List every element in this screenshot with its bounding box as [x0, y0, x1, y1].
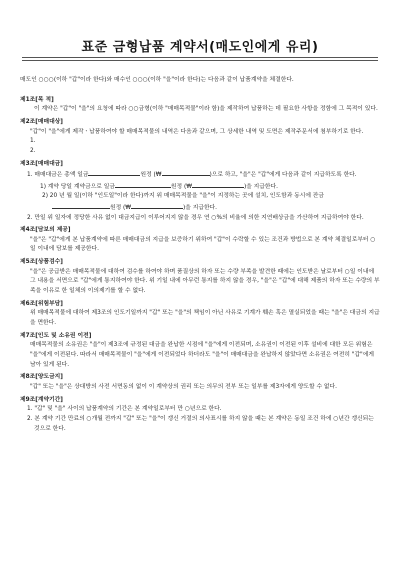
article-9-item-2: 2. 본 계약 기간 만료의 ○개월 전까지 "갑" 또는 "을"이 갱신 거절의 의사표시를 하지 않을 때는 본 계약은 동일 조건 하에 ○년간 갱신되는 것으로 한다.	[27, 415, 374, 432]
article-3-subitem-2-text-b: 원정 (₩	[110, 204, 132, 211]
article-2-item-1: 1.	[30, 138, 36, 145]
balance-amount-blank[interactable]	[52, 202, 110, 209]
article-3-item-1	[20, 169, 380, 181]
article-1-heading: 제1조[목 적]	[20, 96, 54, 103]
article-9-heading: 제9조[계약기간]	[20, 396, 63, 403]
article-7-heading: 제7조[인도 및 소유권 이전]	[20, 332, 92, 339]
article-2-heading: 제2조[매매대상]	[20, 118, 63, 125]
article-3-heading: 제3조[매매대금]	[20, 160, 63, 167]
article-6-heading: 제6조[위험부담]	[20, 300, 63, 307]
balance-won-blank[interactable]	[131, 202, 183, 209]
article-3-subitem-2	[20, 192, 380, 213]
article-3-subitem-1	[20, 181, 380, 193]
article-3-subitem-1-text-b: 원정 (₩	[170, 183, 192, 190]
article-5-body: "을"은 공급받은 매매목적물에 대하여 검수를 하여야 하며 품질상의 하자 또는 수량 부족을 발견한 때에는 인도받은 날로부터 ○일 이내에 그 내용을 서면으로 "갑"에게 통지하여야 한다. 위 기일 내에 아무런 통지를 하지 않을 경우, "을"은 "갑"에 대해 제품의 하자 또는 수량의 부족을 이유로 한 일체의 이의제기를 할 수 없다.	[30, 268, 380, 295]
article-8-body: "갑" 또는 "을"은 상대방의 사전 서면동의 없이 이 계약상의 권리 또는 의무의 전부 또는 일부를 제3자에게 양도할 수 없다.	[30, 383, 337, 390]
article-3-item-2: 2. 만일 위 일자에 정당한 사유 없이 대금지급이 이루어지지 않을 경우 연 ○%의 비율에 의한 지연배상금을 가산하여 지급하여야 한다.	[27, 214, 364, 221]
deposit-won-blank[interactable]	[192, 181, 244, 188]
article-3-item-1-text-a: 1. 매매대금은 총액 일금	[27, 172, 89, 179]
article-3-item-1-text-b: 원정 (₩	[140, 172, 162, 179]
deposit-amount-blank[interactable]	[115, 181, 171, 188]
article-7-body: 매매목적물의 소유권은 "을"이 제3조에 규정된 대금을 완납한 시점에 "을"에게 이전되며, 소유권이 이전된 이후 설비에 대한 모든 위험은 "을"에게 이전된다. 따라서 매매목적물이 "을"에게 이전되었다 하더라도 "을"이 매매대금을 완납하지 않았다면 소유권은 여전히 "갑"에게 남아 있게 된다.	[30, 342, 374, 368]
article-3-subitem-2-text-c: )을 지급한다.	[183, 204, 217, 211]
intro-paragraph: 매도인 ○○○(이하 "갑"이라 한다)와 매수인 ○○○(이하 "을"이라 한다)는 다음과 같이 납품계약을 체결한다.	[20, 77, 294, 83]
article-6-body: 위 매매목적물에 대하여 제3조의 인도기일까지 "갑" 또는 "을"의 책임이 아닌 사유로 기계가 훼손 혹은 멸실되었을 때는 "을"은 대금의 지급을 면한다.	[30, 310, 380, 326]
amount-total-blank[interactable]	[88, 169, 140, 176]
article-8-heading: 제8조[양도금지]	[20, 374, 63, 381]
article-3-item-1-text-c: )으로 하고, "을"은 "갑"에게 다음과 같이 지급하도록 한다.	[209, 172, 357, 179]
article-5-heading: 제5조[상품검수]	[20, 259, 63, 266]
article-3-subitem-2-text-a: 2) 20 년 월 일(이하 "인도일"이라 한다)까지 위 매매목적물을 "을"이 지정하는 곳에 설치, 인도함과 동시에 잔금	[42, 193, 324, 200]
title-rule-bottom	[22, 60, 378, 61]
article-2-item-2: 2.	[30, 147, 36, 154]
article-4-body: "을"은 "갑"에게 본 납품계약에 따른 매매대금의 지급을 보증하기 위하여 "갑"이 수락할 수 있는 조건과 방법으로 본 계약 체결일로부터 ○일 이내에 담보를 제공한다.	[30, 236, 376, 253]
article-3-subitem-1-text-c: )을 지급한다.	[243, 183, 278, 190]
article-3-subitem-1-text-a: 1) 계약 당일 계약금으로 일금	[40, 183, 115, 190]
document-body	[20, 76, 380, 434]
amount-total-won-blank[interactable]	[162, 169, 210, 176]
title-rule-top	[22, 57, 378, 58]
article-4-heading: 제4조[담보의 제공]	[20, 227, 71, 234]
document-title: 표준 금형납품 계약서(매도인에게 유리)	[81, 40, 319, 55]
article-2-body: "갑"이 "을"에게 제작ㆍ납품하여야 할 매매목적물의 내역은 다음과 같으며, 그 상세한 내역 및 도면은 제작주문서에 첨부하기로 한다.	[30, 128, 364, 135]
article-9-item-1: 1. "갑" 및 "을" 사이의 납품계약의 기간은 본 계약일로부터 만 ○년으로 한다.	[27, 406, 222, 413]
article-1-body: 이 계약은 "갑"이 "을"의 요청에 따라 ○○금형(이하 "매매목적물"이라 함)을 제작하여 납품하는 데 필요한 사항을 정함에 그 목적이 있다.	[34, 106, 378, 113]
